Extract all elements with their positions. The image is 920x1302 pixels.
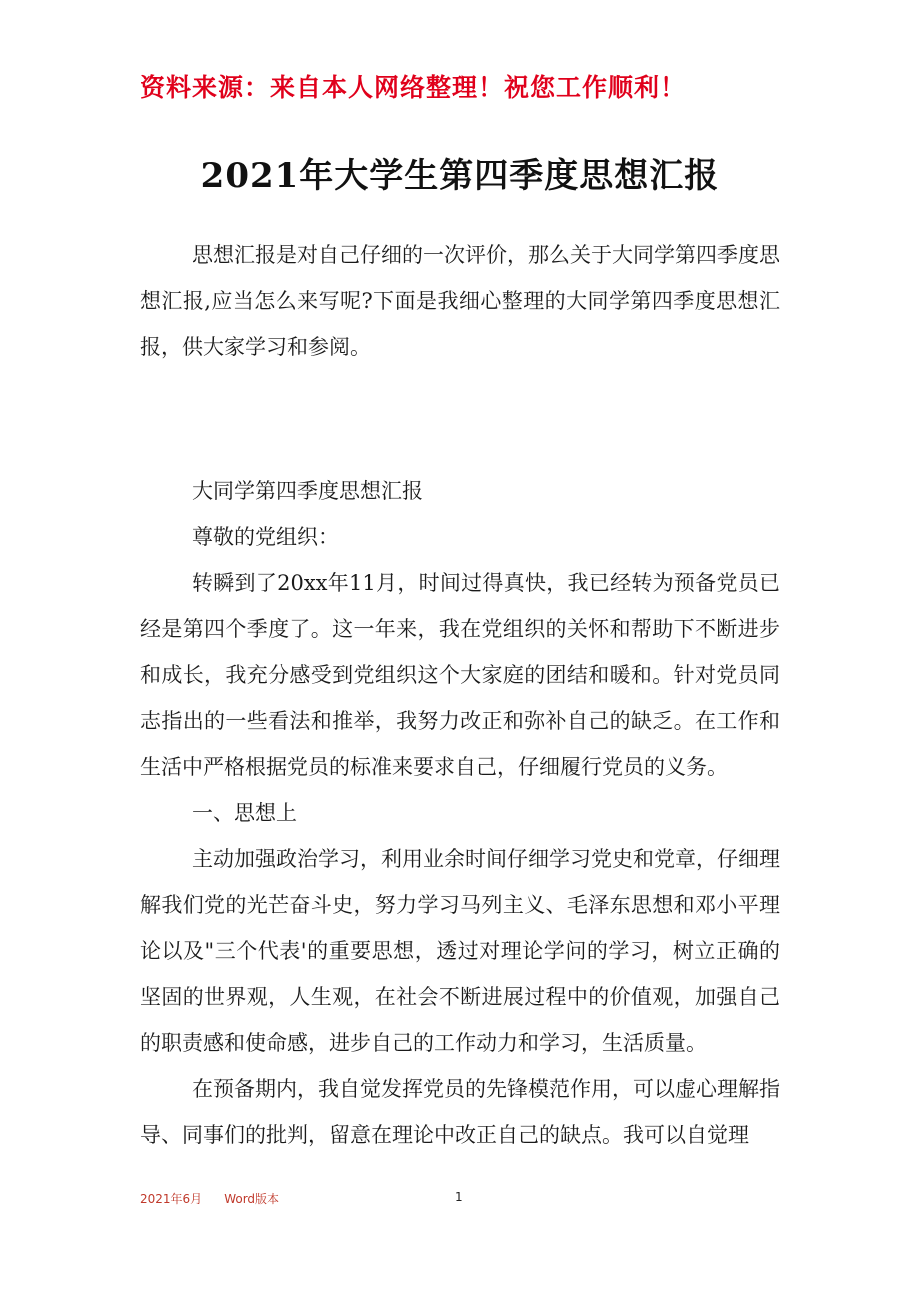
report-body [140, 468, 780, 1158]
footer-date: 2021年6月 [140, 1192, 203, 1206]
body-paragraph: 主动加强政治学习，利用业余时间仔细学习党史和党章，仔细理解我们党的光芒奋斗史，努力学习马列主义、毛泽东思想和邓小平理论以及"三个代表'的重要思想，透过对理论学问的学习，树立正确的坚固的世界观，人生观，在社会不断进展过程中的价值观，加强自己的职责感和使命感，进步自己的工作动力和学习，生活质量。 [140, 847, 780, 1055]
report-heading: 大同学第四季度思想汇报 [192, 479, 423, 503]
page-footer [140, 1190, 279, 1207]
page-number: 1 [455, 1190, 463, 1204]
section-heading: 一、思想上 [192, 801, 297, 825]
salutation: 尊敬的党组织： [192, 525, 339, 549]
body-paragraph: 在预备期内，我自觉发挥党员的先锋模范作用，可以虚心理解指导、同事们的批判，留意在理论中改正自己的缺点。我可以自觉理 [140, 1077, 780, 1147]
intro-section [140, 232, 780, 370]
document-title: 2021年大学生第四季度思想汇报 [200, 156, 720, 196]
body-paragraph: 转瞬到了20xx年11月，时间过得真快，我已经转为预备党员已经是第四个季度了。这一年来，我在党组织的关怀和帮助下不断进步和成长，我充分感受到党组织这个大家庭的团结和暖和。针对党员同志指出的一些看法和推举，我努力改正和弥补自己的缺乏。在工作和生活中严格根据党员的标准来要求自己，仔细履行党员的义务。 [140, 571, 780, 779]
intro-paragraph: 思想汇报是对自己仔细的一次评价，那么关于大同学第四季度思想汇报,应当怎么来写呢?下面是我细心整理的大同学第四季度思想汇报，供大家学习和参阅。 [140, 243, 780, 359]
source-banner: 资料来源：来自本人网络整理！祝您工作顺利！ [140, 73, 687, 102]
footer-version: Word版本 [224, 1192, 280, 1206]
